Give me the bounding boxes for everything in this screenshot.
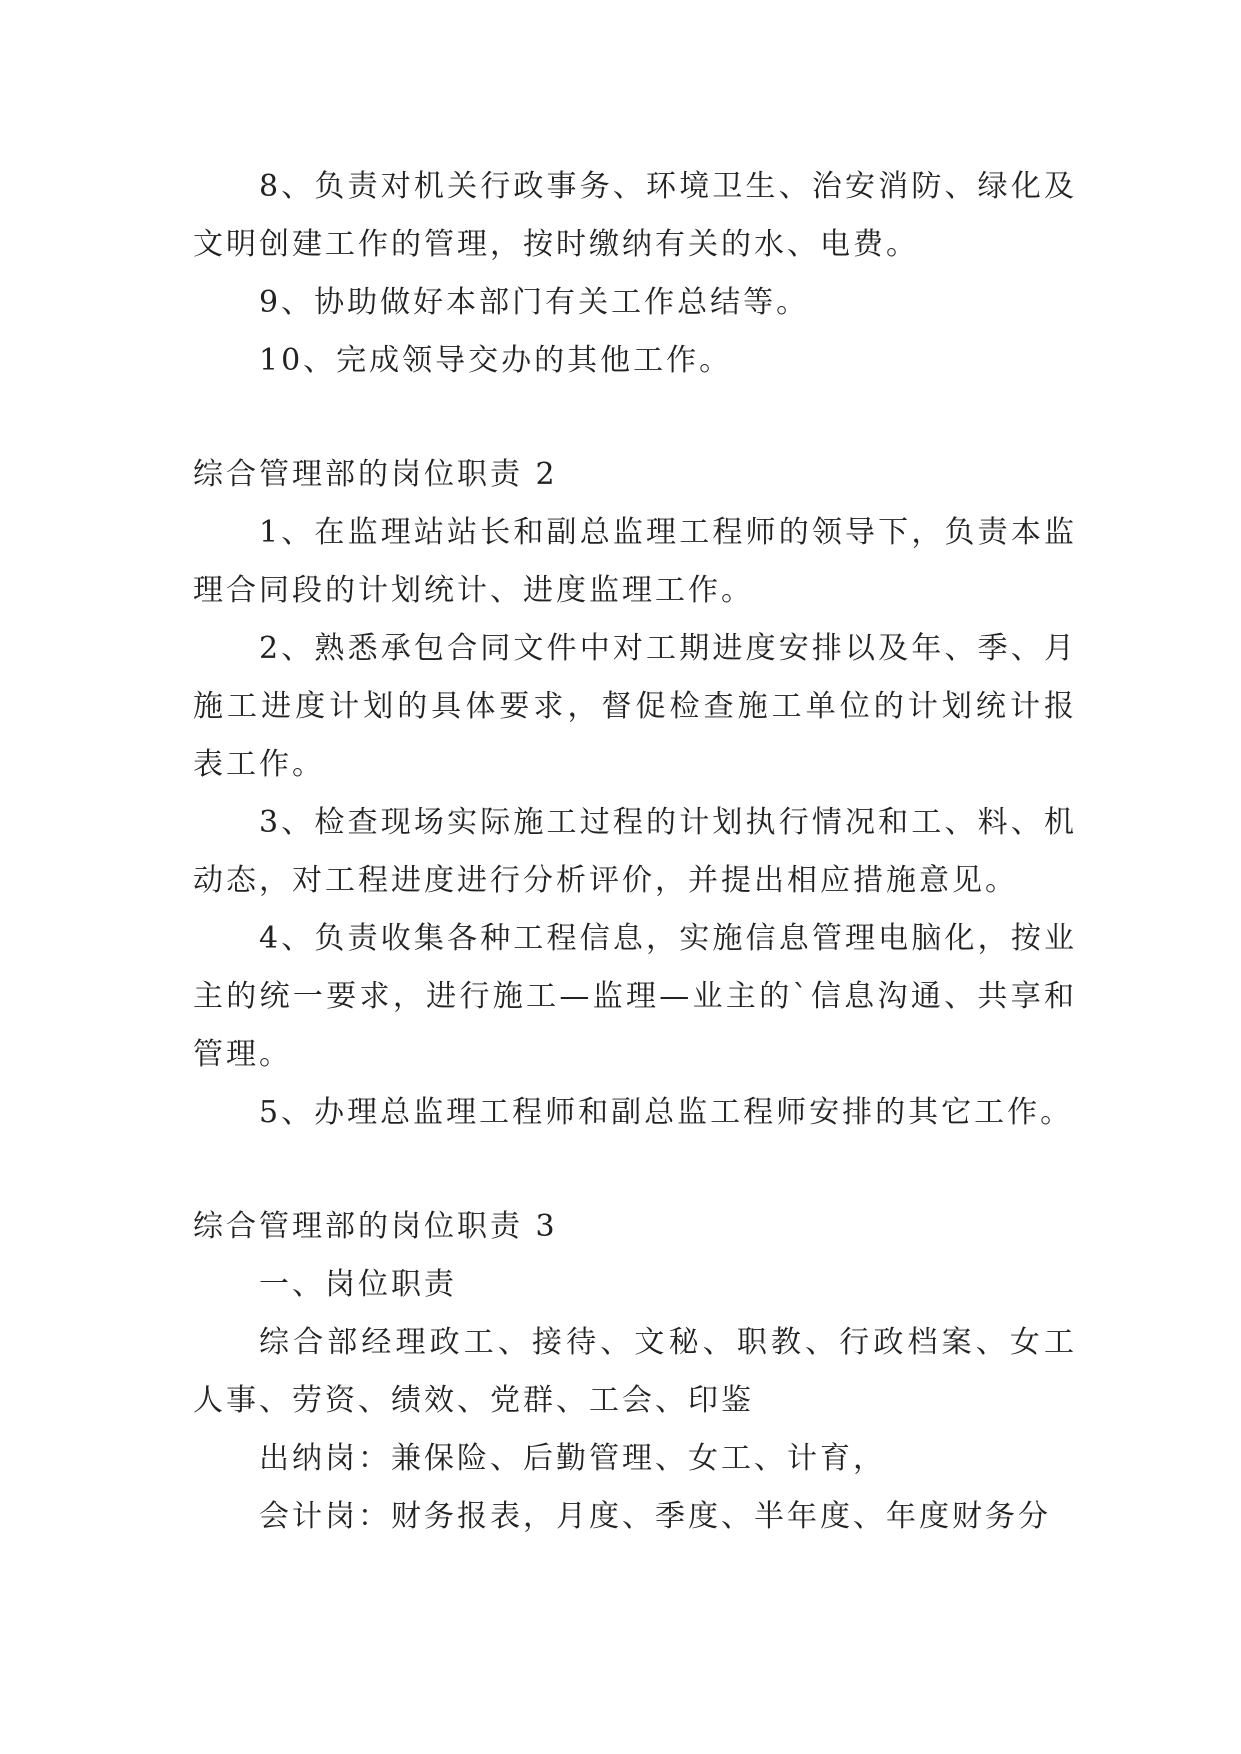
paragraph: 会计岗：财务报表，月度、季度、半年度、年度财务分 [259,1499,1051,1534]
paragraph: 4、负责收集各种工程信息，实施信息管理电脑化，按业主的统一要求，进行施工—监理—业主的`信息沟通、共享和管理。 [193,921,1077,1072]
paragraph: 5、办理总监理工程师和副总监工程师安排的其它工作。 [259,1095,1074,1130]
paragraph: 综合部经理政工、接待、文秘、职教、行政档案、女工人事、劳资、绩效、党群、工会、印鉴 [193,1325,1077,1418]
paragraph: 一、岗位职责 [259,1267,457,1302]
paragraph: 2、熟悉承包合同文件中对工期进度安排以及年、季、月施工进度计划的具体要求，督促检查施工单位的计划统计报表工作。 [193,631,1077,782]
paragraph: 8、负责对机关行政事务、环境卫生、治安消防、绿化及文明创建工作的管理，按时缴纳有关的水、电费。 [193,169,1077,262]
paragraph: 出纳岗：兼保险、后勤管理、女工、计育， [259,1441,886,1476]
section-heading: 综合管理部的岗位职责 2 [193,457,558,492]
section-gap [193,390,1077,446]
document-body [193,158,1077,1546]
paragraph: 1、在监理站站长和副总监理工程师的领导下，负责本监理合同段的计划统计、进度监理工作。 [193,515,1077,608]
paragraph: 3、检查现场实际施工过程的计划执行情况和工、料、机动态，对工程进度进行分析评价，并提出相应措施意见。 [193,805,1077,898]
paragraph: 9、协助做好本部门有关工作总结等。 [259,285,810,320]
paragraph: 10、完成领导交办的其他工作。 [259,343,733,378]
section-heading: 综合管理部的岗位职责 3 [193,1209,558,1244]
section-gap [193,1142,1077,1198]
